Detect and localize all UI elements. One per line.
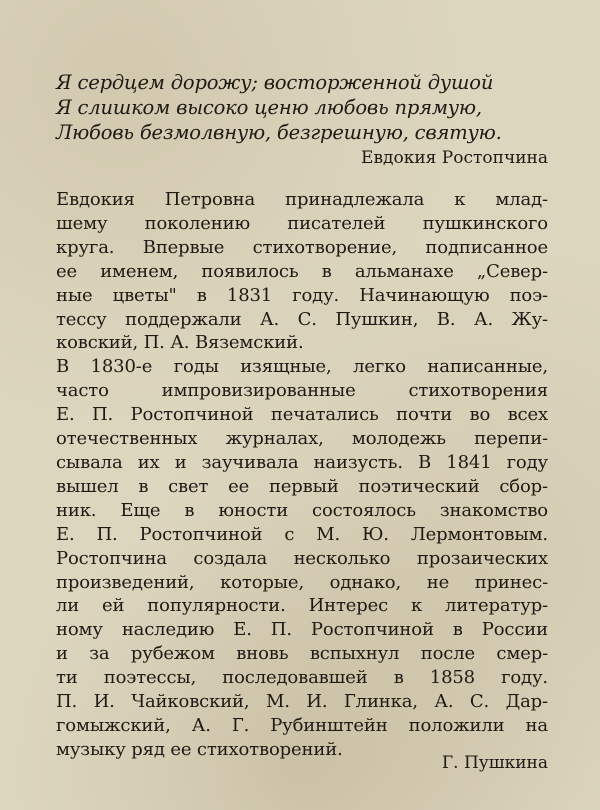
article-line: ти поэтессы, последовавшей в 1858 году. [56,667,548,689]
article-line: произведений, которые, однако, не принес- [56,571,548,593]
article-body [56,188,548,762]
article-signature: Г. Пушкина [441,753,548,773]
article-line: часто импровизированные стихотворения [56,380,548,402]
article-line: отечественных журналах, молодежь перепи- [56,428,548,450]
article-line: ник. Еще в юности состоялось знакомство [56,499,548,521]
article-line: гомыжский, А. Г. Рубинштейн положили на [56,714,548,736]
epigraph-line: Я сердцем дорожу; восторженной душой [56,71,494,94]
article-line: ковский, П. А. Вяземский. [56,332,304,354]
epigraph-line: Любовь безмолвную, безгрешную, святую. [56,121,502,144]
article-line: Е. П. Ростопчиной печатались почти во всех [56,404,548,426]
article-line: круга. Впервые стихотворение, подписанное [56,236,548,258]
article-line: тессу поддержали А. С. Пушкин, В. А. Жу- [56,308,548,330]
article-line: музыку ряд ее стихотворений. [56,738,343,760]
article-line: ному наследию Е. П. Ростопчиной в России [56,619,548,641]
article-line: ее именем, появилось в альманахе „Север- [56,260,548,282]
epigraph [56,70,556,170]
article-line: Евдокия Петровна принадлежала к млад- [56,189,548,210]
article-line: шему поколению писателей пушкинского [56,212,548,234]
epigraph-author: Евдокия Ростопчина [361,148,548,168]
article-line: ные цветы" в 1831 году. Начинающую поэ- [56,284,548,306]
article-line: Е. П. Ростопчиной с М. Ю. Лермонтовым. [56,523,548,545]
article-line: и за рубежом вновь вспыхнул после смер- [56,643,548,665]
article-line: Ростопчина создала несколько прозаических [56,547,548,569]
article-line: сывала их и заучивала наизусть. В 1841 году [56,451,548,473]
article-line: В 1830-е годы изящные, легко написанные, [56,356,548,378]
article-line: ли ей популярности. Интерес к литератур- [56,595,548,617]
epigraph-line: Я слишком высоко ценю любовь прямую, [56,96,482,119]
article-line: П. И. Чайковский, М. И. Глинка, А. С. Дар- [56,691,548,713]
article-line: вышел в свет ее первый поэтический сбор- [56,475,548,497]
